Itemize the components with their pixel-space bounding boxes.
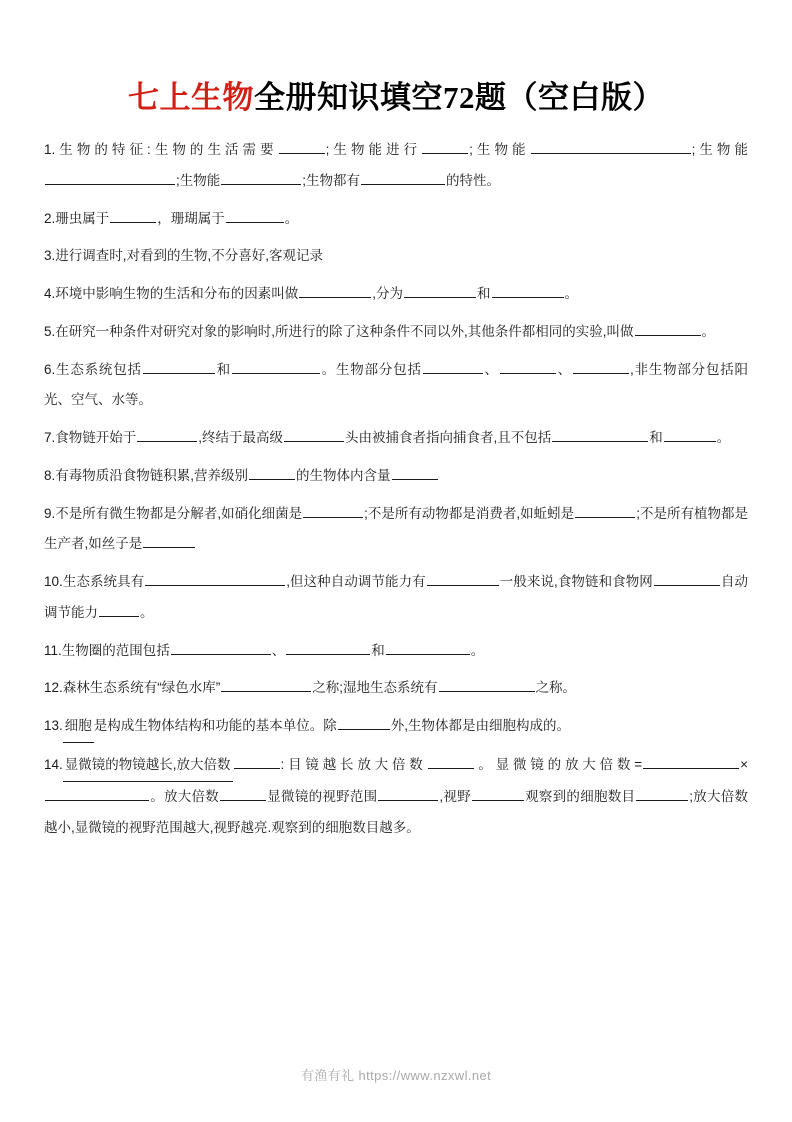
question-text: 。生物部分包括 bbox=[320, 361, 422, 377]
fill-in-blank[interactable] bbox=[220, 787, 266, 801]
question-text: ;生物能 bbox=[691, 142, 748, 157]
fill-in-blank[interactable] bbox=[45, 171, 175, 185]
question-q14 bbox=[44, 750, 748, 843]
fill-in-blank[interactable] bbox=[427, 572, 499, 586]
question-text: × bbox=[740, 757, 748, 773]
question-text: 14. bbox=[44, 757, 63, 773]
fill-in-blank[interactable] bbox=[472, 787, 524, 801]
fill-in-blank[interactable] bbox=[171, 641, 271, 655]
fill-in-blank[interactable] bbox=[428, 755, 474, 769]
fill-in-blank[interactable] bbox=[422, 140, 468, 154]
question-text: 7.食物链开始于 bbox=[44, 430, 137, 446]
question-text: 和 bbox=[477, 286, 491, 302]
fill-in-blank[interactable] bbox=[635, 322, 701, 336]
question-text: 和 bbox=[649, 430, 663, 446]
fill-in-blank[interactable] bbox=[279, 140, 325, 154]
question-text: 显微镜的视野范围 bbox=[267, 788, 378, 804]
fill-in-blank[interactable] bbox=[221, 679, 311, 693]
question-text: 头由被捕食者指向捕食者,且不包括 bbox=[345, 430, 552, 446]
question-text: 的生物体内含量 bbox=[296, 467, 391, 483]
fill-in-blank[interactable] bbox=[145, 572, 285, 586]
question-text: 6.生态系统包括 bbox=[44, 361, 142, 377]
question-text: 。 bbox=[701, 323, 716, 339]
fill-in-blank[interactable] bbox=[299, 284, 371, 298]
fill-in-blank[interactable] bbox=[386, 641, 470, 655]
question-text: ;生物能 bbox=[176, 172, 221, 188]
fill-in-blank[interactable] bbox=[221, 171, 301, 185]
question-text: 外,生物体都是由细胞构成的。 bbox=[390, 718, 571, 734]
fill-in-blank[interactable] bbox=[531, 140, 691, 154]
fill-in-blank[interactable] bbox=[643, 755, 739, 769]
question-q9 bbox=[44, 499, 748, 561]
question-text: 和 bbox=[371, 642, 385, 658]
question-text: 。 bbox=[564, 286, 579, 302]
question-text: 5.在研究一种条件对研究对象的影响时,所进行的除了这种条件不同以外,其他条件都相同的实验,叫做 bbox=[44, 323, 634, 339]
fill-in-blank[interactable] bbox=[286, 641, 370, 655]
question-q11 bbox=[44, 636, 748, 667]
fill-in-blank[interactable] bbox=[654, 572, 720, 586]
question-text: 9.不是所有微生物都是分解者,如硝化细菌是 bbox=[44, 505, 303, 521]
fill-in-blank[interactable] bbox=[110, 209, 156, 223]
fill-in-blank[interactable] bbox=[423, 360, 483, 374]
question-text: 。显微镜的放大倍数= bbox=[474, 757, 643, 773]
question-text: 。放大倍数 bbox=[150, 788, 220, 804]
question-text: ,视野 bbox=[439, 788, 471, 804]
fill-in-blank[interactable] bbox=[392, 466, 438, 480]
question-text: ，珊瑚属于 bbox=[157, 210, 225, 226]
fill-in-blank[interactable] bbox=[573, 360, 629, 374]
question-q5 bbox=[44, 317, 748, 348]
question-text: 、 bbox=[271, 642, 286, 658]
question-text: 、 bbox=[556, 361, 572, 377]
question-q12 bbox=[44, 673, 748, 704]
question-q4 bbox=[44, 279, 748, 310]
fill-in-blank[interactable] bbox=[338, 716, 390, 730]
question-q10 bbox=[44, 567, 748, 629]
question-text: 观察到的细胞数目 bbox=[524, 788, 636, 804]
fill-in-blank[interactable] bbox=[232, 360, 320, 374]
question-q13 bbox=[44, 711, 748, 743]
fill-in-blank[interactable] bbox=[492, 284, 564, 298]
fill-in-blank[interactable] bbox=[45, 787, 149, 801]
question-text: ;生物能 bbox=[469, 142, 530, 157]
question-text: :目镜越长放大倍数 bbox=[280, 757, 427, 773]
question-text: ;放大倍数越小,显微镜的视野范围越大,视野越亮.观察到的细胞数目越多。 bbox=[44, 788, 749, 835]
fill-in-blank[interactable] bbox=[552, 428, 648, 442]
question-text: ,非生物部分包括阳光、空气、水等。 bbox=[44, 361, 749, 408]
question-text: ;生物能进行 bbox=[325, 142, 422, 157]
question-q8 bbox=[44, 461, 748, 492]
underlined-term: 细胞 bbox=[63, 711, 94, 743]
question-text: 。 bbox=[470, 642, 485, 658]
question-text: 2.珊虫属于 bbox=[44, 210, 110, 226]
question-text: 12.森林生态系统有“绿色水库” bbox=[44, 680, 221, 696]
question-text: ,分为 bbox=[372, 286, 404, 302]
question-text: 。 bbox=[140, 604, 154, 620]
fill-in-blank[interactable] bbox=[664, 428, 716, 442]
question-text: 、 bbox=[483, 361, 499, 377]
fill-in-blank[interactable] bbox=[143, 360, 215, 374]
question-text: 3.进行调查时,对看到的生物,不分喜好,客观记录 bbox=[44, 248, 324, 264]
fill-in-blank[interactable] bbox=[137, 428, 197, 442]
fill-in-blank[interactable] bbox=[303, 504, 363, 518]
question-q1 bbox=[44, 135, 748, 197]
question-q7 bbox=[44, 423, 748, 454]
fill-in-blank[interactable] bbox=[500, 360, 556, 374]
question-q6 bbox=[44, 355, 748, 417]
fill-in-blank[interactable] bbox=[143, 535, 195, 549]
fill-in-blank[interactable] bbox=[439, 679, 535, 693]
question-text: 10.生态系统具有 bbox=[44, 574, 145, 590]
title-part-black: 全册知识填空72题（空白版） bbox=[254, 80, 664, 115]
question-text: 11.生物圈的范围包括 bbox=[44, 642, 170, 658]
fill-in-blank[interactable] bbox=[284, 428, 344, 442]
question-text: ;不是所有植物都是生产者,如丝子是 bbox=[44, 505, 748, 552]
question-text: ,但这种自动调节能力有 bbox=[286, 574, 426, 590]
question-text: ;生物都有 bbox=[302, 172, 361, 188]
title-part-red: 七上生物 bbox=[128, 80, 254, 115]
question-text: 一般来说,食物链和食物网 bbox=[499, 574, 653, 590]
fill-in-blank[interactable] bbox=[575, 504, 635, 518]
question-text: 8.有毒物质沿食物链积累,营养级别 bbox=[44, 467, 249, 483]
question-text: 是构成生物体结构和功能的基本单位。除 bbox=[93, 718, 337, 734]
question-text: 之称。 bbox=[535, 680, 577, 696]
question-list bbox=[44, 135, 748, 843]
fill-in-blank[interactable] bbox=[404, 284, 476, 298]
fill-in-blank[interactable] bbox=[636, 787, 688, 801]
question-text: 。 bbox=[284, 210, 299, 226]
fill-in-blank[interactable] bbox=[234, 755, 280, 769]
fill-in-blank[interactable] bbox=[249, 466, 295, 480]
page-title bbox=[44, 72, 748, 117]
question-text: 之称;湿地生态系统有 bbox=[312, 680, 438, 696]
fill-in-blank[interactable] bbox=[226, 209, 284, 223]
fill-in-blank[interactable] bbox=[378, 787, 438, 801]
question-text: ;不是所有动物都是消费者,如蚯蚓是 bbox=[364, 505, 575, 521]
fill-in-blank[interactable] bbox=[99, 603, 139, 617]
footer-watermark: 有渔有礼 https://www.nzxwl.net bbox=[300, 1068, 492, 1083]
question-q3 bbox=[44, 241, 748, 272]
question-text: ,终结于最高级 bbox=[198, 430, 284, 446]
question-text: 4.环境中影响生物的生活和分布的因素叫做 bbox=[44, 286, 299, 302]
underlined-term: 显微镜的物镜越长,放大倍数 bbox=[63, 750, 233, 782]
question-text: 和 bbox=[215, 361, 231, 377]
question-text: 自动调节能力 bbox=[44, 574, 748, 620]
question-text: 13. bbox=[44, 718, 63, 734]
question-text: 1.生物的特征:生物的生活需要 bbox=[44, 142, 278, 157]
fill-in-blank[interactable] bbox=[361, 171, 445, 185]
question-text: 的特性。 bbox=[446, 172, 501, 188]
question-q2 bbox=[44, 204, 748, 235]
question-text: 。 bbox=[716, 430, 731, 446]
